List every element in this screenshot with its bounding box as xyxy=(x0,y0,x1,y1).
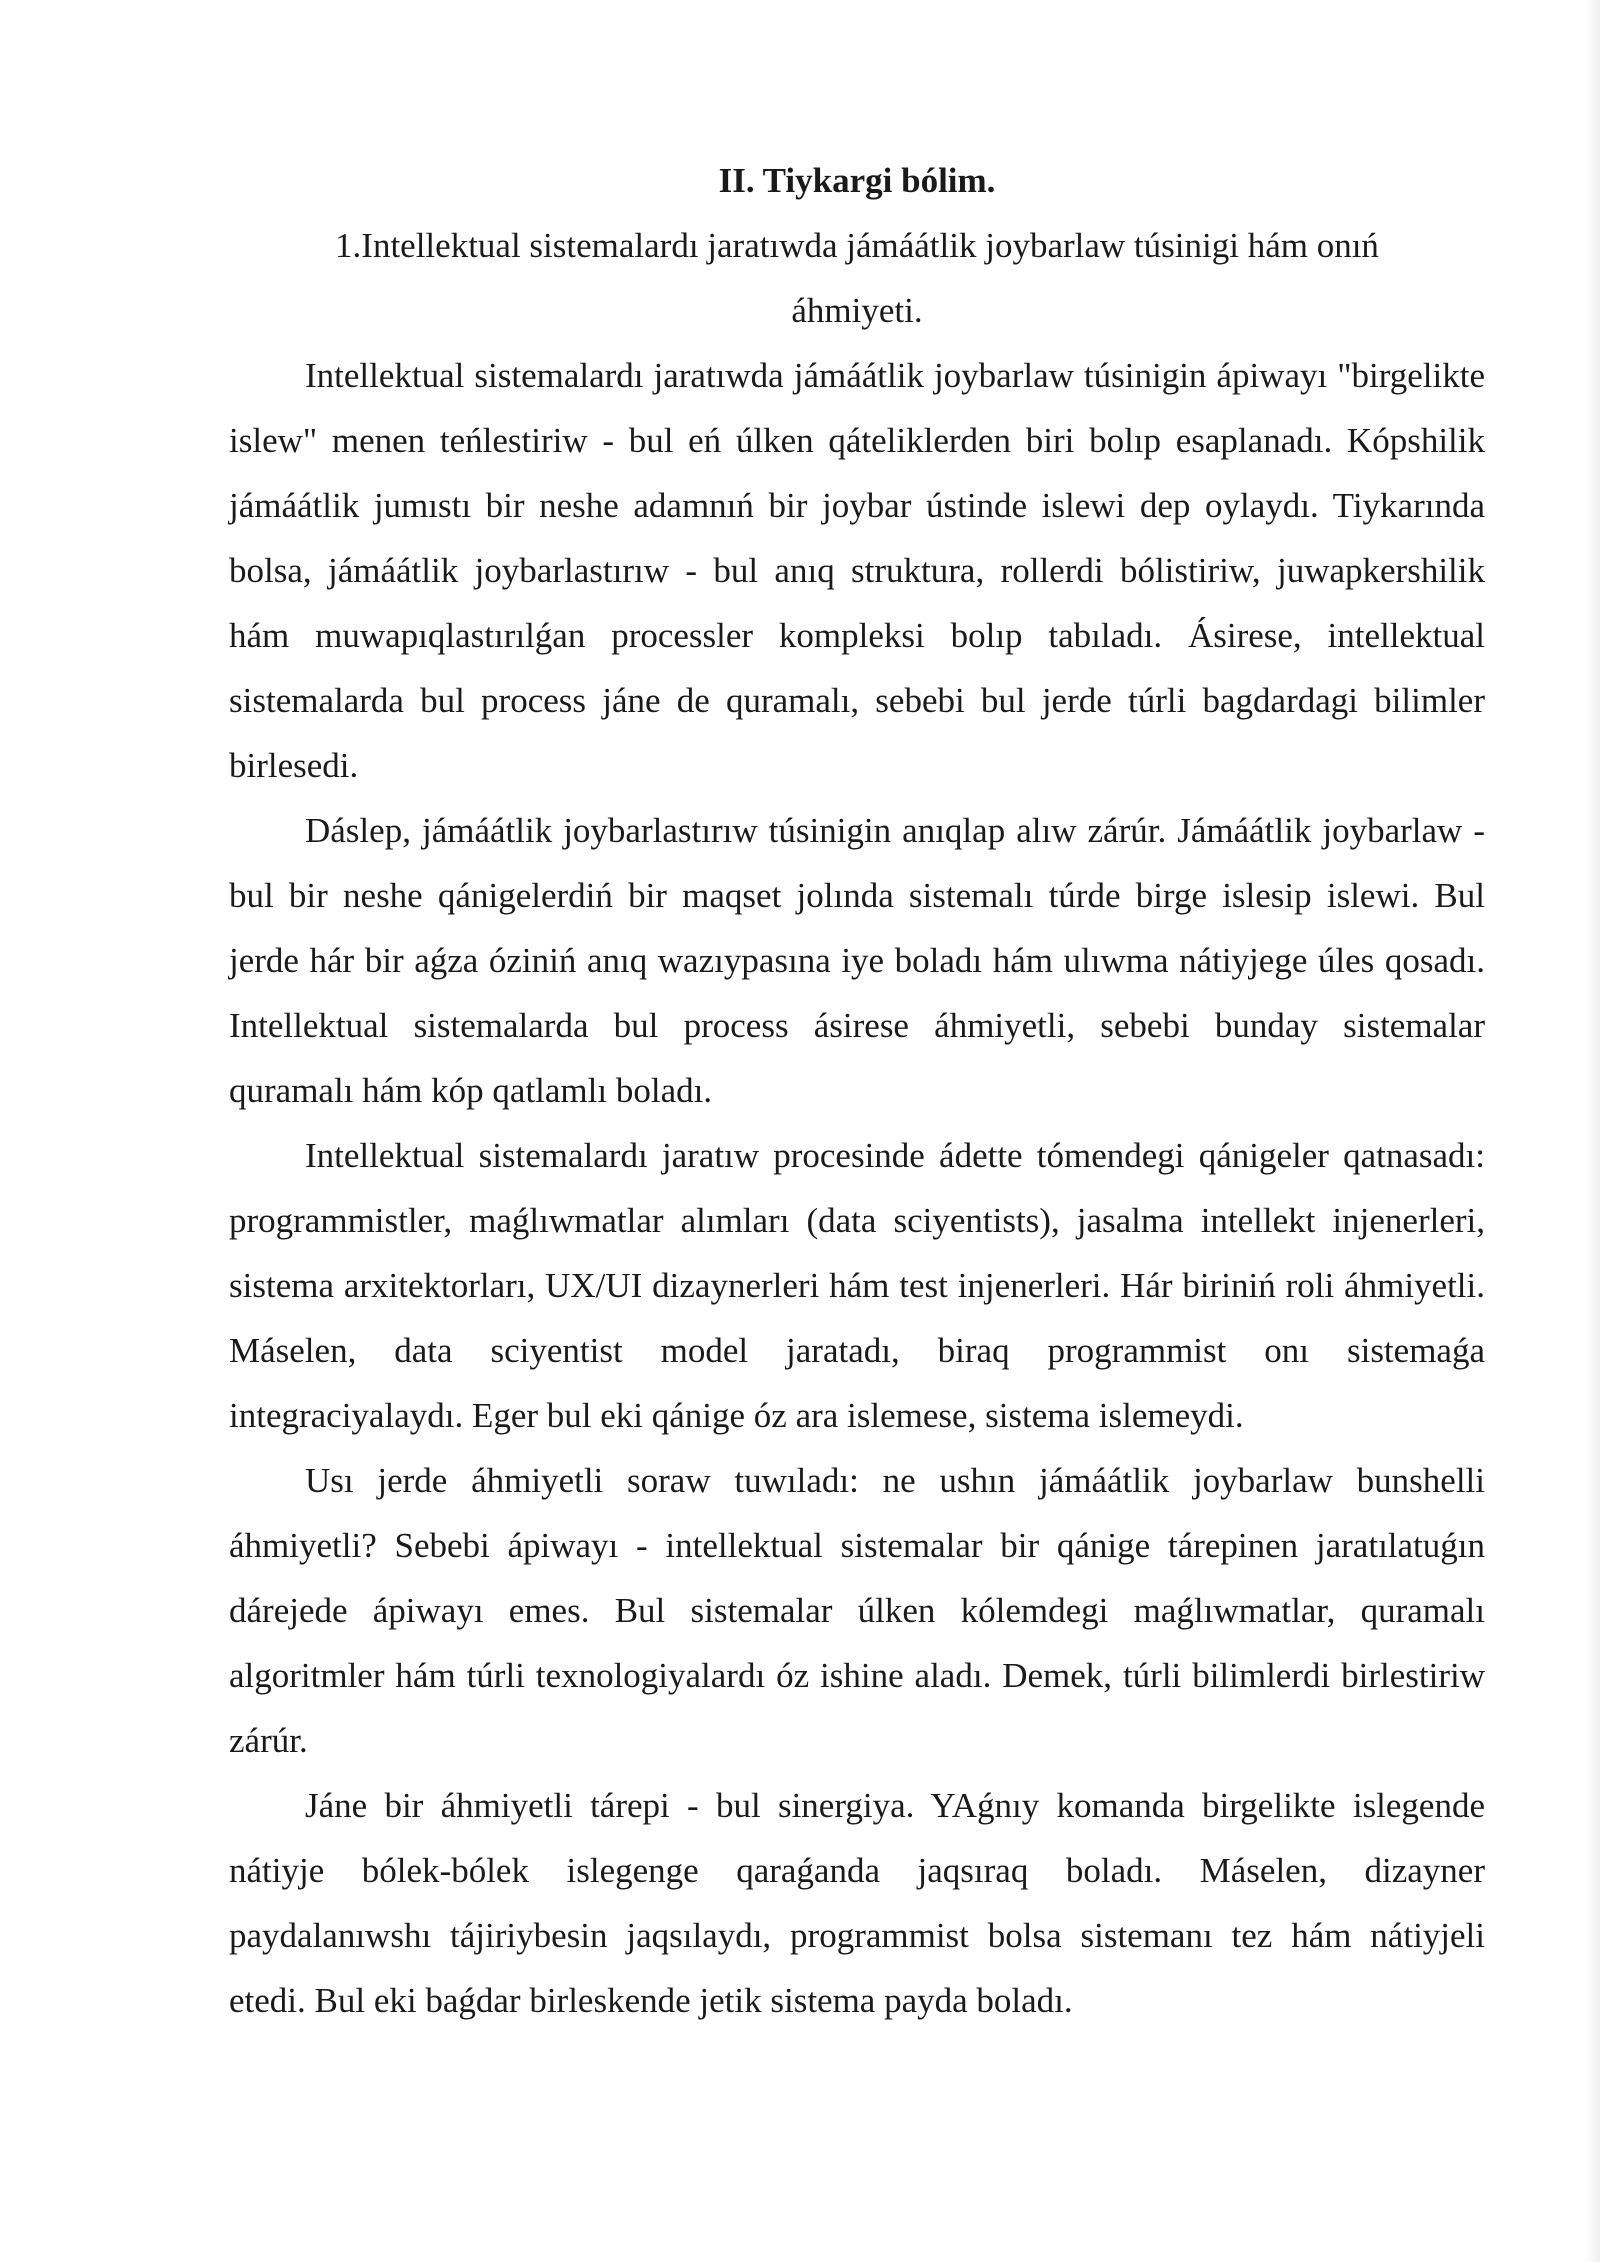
page-edge-shadow xyxy=(1586,0,1600,2262)
paragraph: Intellektual sistemalardı jaratıw procesinde ádette tómendegi qánigeler qatnasadı: programmistler, maǵlıwmatlar alımları (data sciyentists), jasalma intellekt injenerleri, sistema arxitektorları, UX/UI dizaynerleri hám test injenerleri. Hár biriniń roli áhmiyetli. Máselen, data sciyentist model jaratadı, biraq programmist onı sistemaǵa integraciyalaydı. Eger bul eki qánige óz ara islemese, sistema islemeydi. xyxy=(229,1136,1485,1435)
document-body xyxy=(229,148,1485,2033)
subsection-title: 1.Intellektual sistemalardı jaratıwda jámáátlik joybarlaw túsinigi hám onıń áhmiyeti. xyxy=(335,226,1379,330)
paragraph: Jáne bir áhmiyetli tárepi - bul sinergiya. YAǵnıy komanda birgelikte islegende nátiyje bólek-bólek islegenge qaraǵanda jaqsıraq boladı. Máselen, dizayner paydalanıwshı tájiriybesin jaqsılaydı, programmist bolsa sistemanı tez hám nátiyjeli etedi. Bul eki baǵdar birleskende jetik sistema payda boladı. xyxy=(229,1786,1485,2020)
section-title: II. Tiykargi bólim. xyxy=(718,161,996,200)
paragraph: Usı jerde áhmiyetli soraw tuwıladı: ne ushın jámáátlik joybarlaw bunshelli áhmiyetli? Sebebi ápiwayı - intellektual sistemalar bir qánige tárepinen jaratılatuǵın dárejede ápiwayı emes. Bul sistemalar úlken kólemdegi maǵlıwmatlar, quramalı algoritmler hám túrli texnologiyalardı óz ishine aladı. Demek, túrli bilimlerdi birlestiriw zárúr. xyxy=(229,1461,1485,1760)
paragraph: Dáslep, jámáátlik joybarlastırıw túsinigin anıqlap alıw zárúr. Jámáátlik joybarlaw - bul bir neshe qánigelerdiń bir maqset jolında sistemalı túrde birge islesip islewi. Bul jerde hár bir aǵza óziniń anıq wazıypasına iye boladı hám ulıwma nátiyjege úles qosadı. Intellektual sistemalarda bul process ásirese áhmiyetli, sebebi bunday sistemalar quramalı hám kóp qatlamlı boladı. xyxy=(229,811,1485,1110)
paragraph: Intellektual sistemalardı jaratıwda jámáátlik joybarlaw túsinigin ápiwayı "birgelikte islew" menen teńlestiriw - bul eń úlken qáteliklerden biri bolıp esaplanadı. Kópshilik jámáátlik jumıstı bir neshe adamnıń bir joybar ústinde islewi dep oylaydı. Tiykarında bolsa, jámáátlik joybarlastırıw - bul anıq struktura, rollerdi bólistiriw, juwapkershilik hám muwapıqlastırılǵan processler kompleksi bolıp tabıladı. Ásirese, intellektual sistemalarda bul process jáne de quramalı, sebebi bul jerde túrli bagdardagi bilimler birlesedi. xyxy=(229,356,1485,785)
